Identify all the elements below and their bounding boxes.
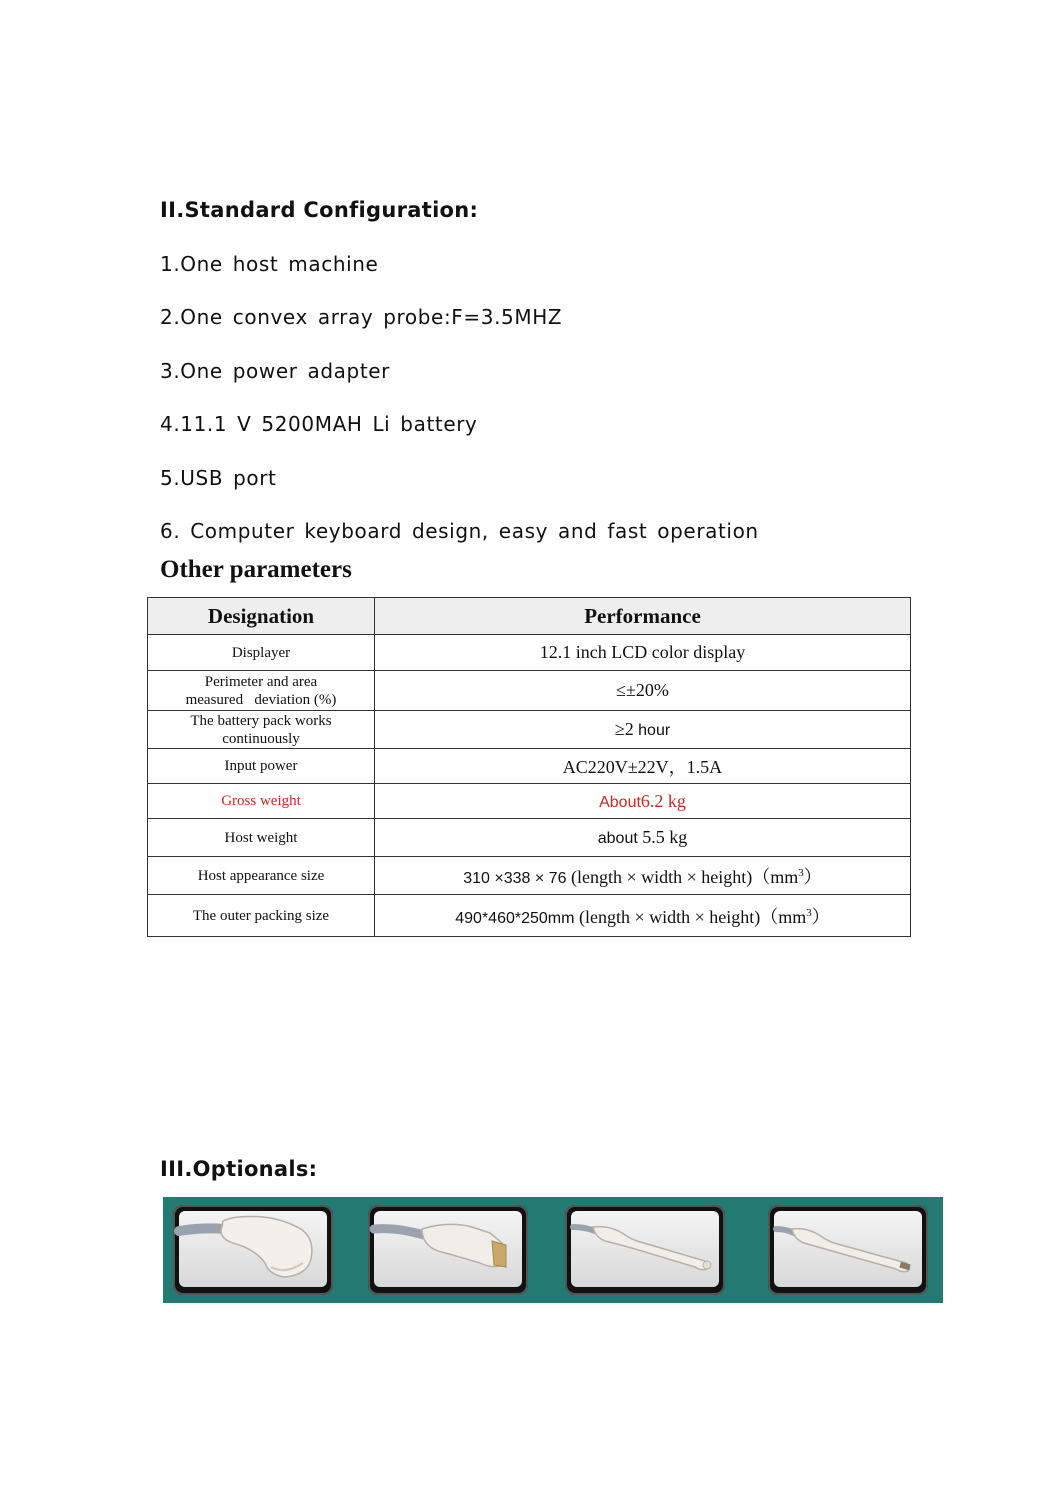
table-row: [148, 635, 911, 671]
row-name: Input power: [148, 749, 375, 784]
row-value: about 5.5 kg: [375, 819, 911, 857]
optional-probes-image: [163, 1197, 943, 1303]
config-item-3: 3.One power adapter: [160, 359, 391, 383]
row-name: Gross weight: [148, 784, 375, 819]
config-item-4: 4.11.1 V 5200MAH Li battery: [160, 412, 478, 436]
row-value: 490*460*250mm (length × width × $height)(mm^3)$: [375, 895, 911, 937]
table-row: [148, 819, 911, 857]
row-name: The battery pack works continuously: [148, 711, 375, 749]
table-row: [148, 749, 911, 784]
section-title-standard-configuration: II.Standard Configuration:: [160, 198, 479, 222]
convex-probe-icon: [173, 1205, 333, 1295]
row-name: Displayer: [148, 635, 375, 671]
other-parameters-title: Other parameters: [160, 556, 352, 583]
transrectal-probe-image: [768, 1205, 928, 1295]
table-row: [148, 895, 911, 937]
linear-probe-icon: [368, 1205, 528, 1295]
table-header-row: [148, 598, 911, 635]
row-value: 12.1 inch LCD color display: [375, 635, 911, 671]
transvaginal-probe-image: [565, 1205, 725, 1295]
table-row: [148, 671, 911, 711]
row-value: ≥2 hour: [375, 711, 911, 749]
config-item-6: 6. Computer keyboard design, easy and fast operation: [160, 519, 759, 543]
row-value: ≤±20%: [375, 671, 911, 711]
header-designation: Designation: [148, 598, 375, 635]
row-value: 310 ×338 × 76 (length × width × $height)(mm^3)$: [375, 857, 911, 895]
config-item-5: 5.USB port: [160, 466, 277, 490]
parameters-table: [147, 597, 911, 937]
linear-probe-image: [368, 1205, 528, 1295]
table-row: [148, 857, 911, 895]
table-row: [148, 711, 911, 749]
transrectal-probe-icon: [768, 1205, 928, 1295]
row-value: AC220V±22V，1.5A: [375, 749, 911, 784]
row-name: Perimeter and area measured deviation (%): [148, 671, 375, 711]
config-item-1: 1.One host machine: [160, 252, 379, 276]
row-name: Host appearance size: [148, 857, 375, 895]
row-value: About6.2 kg: [375, 784, 911, 819]
row-name: Host weight: [148, 819, 375, 857]
transvaginal-probe-icon: [565, 1205, 725, 1295]
convex-probe-image: [173, 1205, 333, 1295]
table-row: [148, 784, 911, 819]
config-item-2: 2.One convex array probe:F=3.5MHZ: [160, 305, 563, 329]
row-name: The outer packing size: [148, 895, 375, 937]
header-performance: Performance: [375, 598, 911, 635]
section-title-optionals: III.Optionals:: [160, 1157, 318, 1181]
